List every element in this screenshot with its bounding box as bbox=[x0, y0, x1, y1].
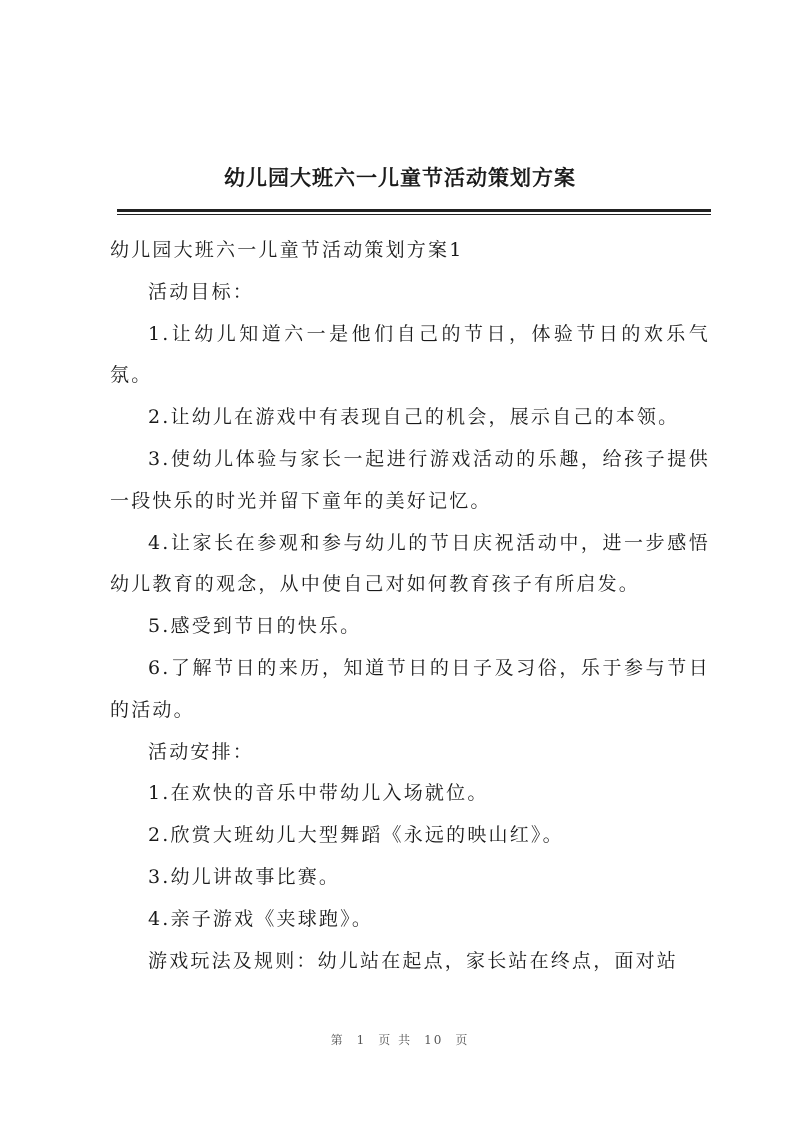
footer-current-page: 1 bbox=[356, 1033, 367, 1047]
body-paragraph: 1.让幼儿知道六一是他们自己的节日，体验节日的欢乐气氛。 bbox=[110, 322, 710, 387]
body-paragraph: 4.亲子游戏《夹球跑》。 bbox=[148, 907, 374, 930]
body-paragraph: 5.感受到节日的快乐。 bbox=[148, 615, 362, 638]
body-paragraph: 4.让家长在参观和参与幼儿的节日庆祝活动中，进一步感悟幼儿教育的观念，从中使自己对如何教育孩子有所启发。 bbox=[110, 531, 710, 596]
footer-total-pages: 10 bbox=[424, 1033, 444, 1047]
body-paragraph: 2.欣赏大班幼儿大型舞蹈《永远的映山红》。 bbox=[148, 824, 564, 847]
body-paragraph: 2.让幼儿在游戏中有表现自己的机会，展示自己的本领。 bbox=[148, 406, 680, 429]
page-footer bbox=[0, 1031, 800, 1048]
body-paragraph: 3.幼儿讲故事比赛。 bbox=[148, 865, 341, 888]
body-paragraph: 游戏玩法及规则：幼儿站在起点，家长站在终点，面对站 bbox=[148, 949, 679, 972]
body-paragraph: 活动目标： bbox=[148, 280, 255, 303]
document-body bbox=[110, 230, 710, 982]
body-paragraph: 1.在欢快的音乐中带幼儿入场就位。 bbox=[148, 782, 489, 805]
title-rule-thick bbox=[117, 209, 711, 212]
title-rule-thin bbox=[117, 214, 711, 215]
footer-label-page: 第 bbox=[330, 1033, 345, 1047]
body-paragraph: 活动安排： bbox=[148, 740, 255, 763]
section-heading: 幼儿园大班六一儿童节活动策划方案1 bbox=[110, 239, 464, 261]
document-title: 幼儿园大班六一儿童节活动策划方案 bbox=[224, 165, 576, 190]
body-paragraph: 3.使幼儿体验与家长一起进行游戏活动的乐趣，给孩子提供一段快乐的时光并留下童年的美好记忆。 bbox=[110, 447, 710, 512]
footer-label-pages: 页 bbox=[455, 1033, 470, 1047]
footer-label-of: 页 共 bbox=[378, 1033, 413, 1047]
body-paragraph: 6.了解节日的来历，知道节日的日子及习俗，乐于参与节日的活动。 bbox=[110, 656, 710, 721]
